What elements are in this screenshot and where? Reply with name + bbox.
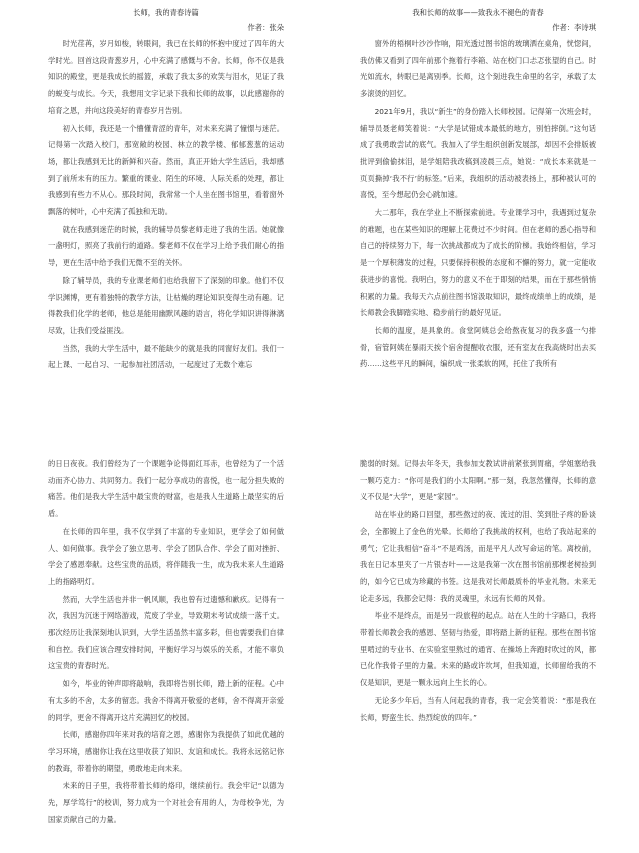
paragraph: 当然，我的大学生活中，最不能缺少的就是我的同窗好友们。我们一起上课、一起自习、一起参加社团活动，一起度过了无数个难忘 xyxy=(48,343,284,370)
paragraph: 的日日夜夜。我们曾经为了一个课题争论得面红耳赤，也曾经为了一个活动而齐心协力、共同努力。我们一起分享成功的喜悦，也一起分担失败的痛苦。他们是我大学生活中最宝贵的财富，也是我人生道路上最坚实的后盾。 xyxy=(48,459,284,519)
paragraph: 2021年9月，我以“新生”的身份踏入长师校园。记得第一次班会时，辅导员聂老师笑着说：“大学是试错成本最低的地方，别怕摔倒。”这句话成了我勇敢尝试的底气。我加入了学生组织创新发展部，却因不会排版被批评到偷偷抹泪，是学姐陪我改稿到凌晨三点，她说：“成长本来就是一页页撕掉‘我不行’的标签。”后来，我组织的活动被表扬上，那种被认可的喜悦，至今想起仍会心跳加速。 xyxy=(360,106,596,200)
paragraph: 除了辅导员，我的专业课老师们也给我留下了深刻的印象。他们不仅学识渊博，更有着独特的教学方法，让枯燥的理论知识变得生动有趣。记得教我们化学的老师，他总是能用幽默风趣的语言，将化学知识讲得淋漓尽致，让我们受益匪浅。 xyxy=(48,275,284,335)
paragraph: 长师，感谢你四年来对我的培育之恩，感谢你为我提供了如此优越的学习环境，感谢你让我在这里收获了知识、友谊和成长。我将永远铭记你的教诲，带着你的期望，勇敢地走向未来。 xyxy=(48,730,284,773)
paragraph: 未来的日子里，我将带着长师的烙印，继续前行。我会牢记“以德为先，厚学笃行”的校训，努力成为一个对社会有用的人，为母校争光，为国家贡献自己的力量。 xyxy=(48,781,284,824)
paragraph: 无论多少年后，当有人问起我的青春，我一定会笑着说：“那是我在长师，野蛮生长、热烈绽放的四年。” xyxy=(360,695,596,722)
paragraph: 然而，大学生活也并非一帆风顺，我也曾有过遗憾和歉疚。记得有一次，我因为沉迷于网络游戏，荒废了学业，导致期末考试成绩一落千丈。那次经历让我深刻地认识到，大学生活虽然丰富多彩，但也需要我们自律和自控。我们应该合理安排时间，平衡好学习与娱乐的关系，才能不辜负这宝贵的青春时光。 xyxy=(48,594,284,671)
paragraph: 毕业不是终点，而是另一段旅程的起点。站在人生的十字路口，我将带着长师教会我的感恩、坚韧与热爱，即将踏上新的征程。那些在图书馆里啃过的专业书、在实验室里熬过的通宵、在操场上奔跑时吹过的风，都已化作我骨子里的力量。未来的路或许坎坷，但我知道，长师留给我的不仅是知识，更是一颗永远向上生长的心。 xyxy=(360,611,596,688)
paragraph: 长师的温度，是具象的。食堂阿姨总会给熬夜复习的我多盛一勺排骨，宿管阿姨在暴雨天挨个宿舍提醒收衣服，还有室友在我高烧时出去买药……这些平凡的瞬间，编织成一张柔软的网，托住了我所有 xyxy=(360,325,596,369)
article-2-title: 我和长师的故事——致我永不褪色的青春 xyxy=(412,8,544,17)
paragraph: 站在毕业的路口回望，那些熬过的夜、流过的泪、笑到肚子疼的卧谈会，全都镀上了金色的光晕。长师给了我挑战的权利，也给了我站起来的勇气；它让我相信“奋斗”不是鸡汤，而是平凡人改写命运的笔。离校前，我在日记本里夹了一片银杏叶——这是我第一次在图书馆前那棵老树捡到的，如今它已成为珍藏的书签。这是我对长师最质朴的毕业礼物。未来无论走多远，我都会记得：我的灵魂里，永远有长师的风骨。 xyxy=(360,510,596,603)
paragraph: 时光荏苒，岁月如梭，转眼间，我已在长师的怀抱中度过了四年的大学时光。回首这段青葱岁月，心中充满了感慨与不舍。长师，你不仅是我知识的殿堂，更是我成长的摇篮，承载了我太多的欢笑与泪水，见证了我的蜕变与成长。今天，我想用文字记录下我和长师的故事，以此感谢你的培育之恩，并向这段美好的青春岁月告别。 xyxy=(48,39,284,115)
article-1-title: 长师，我的青春诗篇 xyxy=(133,8,199,17)
article-2-continued-column xyxy=(360,456,596,727)
paragraph: 如今，毕业的钟声即将敲响，我即将告别长师，踏上新的征程。心中有太多的不舍，太多的留恋。我舍不得离开敬爱的老师，舍不得离开亲爱的同学，更舍不得离开这片充满回忆的校园。 xyxy=(48,679,284,722)
article-1-column xyxy=(48,6,284,375)
article-2-author: 作者：李诗琪 xyxy=(552,23,596,32)
paragraph: 初入长师，我还是一个懵懂青涩的青年，对未来充满了憧憬与迷茫。记得第一次踏入校门，那宽敞的校园、林立的教学楼、郁郁葱葱的运动场，都让我感到无比的新鲜和兴奋。然而，真正开始大学生活后，我却感到了前所未有的压力。繁重的课业、陌生的环境、人际关系的处理，都让我感到有些力不从心。那段时间，我常常一个人坐在图书馆里，看着窗外飘落的树叶，心中充满了孤独和无助。 xyxy=(48,123,284,217)
paragraph: 在长师的四年里，我不仅学到了丰富的专业知识，更学会了如何做人、如何做事。我学会了独立思考、学会了团队合作、学会了面对挫折、学会了感恩奉献。这些宝贵的品质，将伴随我一生，成为我未来人生道路上的指路明灯。 xyxy=(48,526,284,586)
paragraph: 就在我感到迷茫的时候，我的辅导员黎老师走进了我的生活。她就像一盏明灯，照亮了我前行的道路。黎老师不仅在学习上给予我们耐心的指导，更在生活中给予我们无微不至的关怀。 xyxy=(48,224,284,268)
article-1-author: 作者：张朵 xyxy=(247,23,284,32)
paragraph: 脆弱的时刻。记得去年冬天，我参加支教试讲前紧张到胃痛，学姐塞给我一颗巧克力：“你可是我们的小太阳啊。”那一刻，我忽然懂得，长师的意义不仅是“大学”，更是“家园”。 xyxy=(360,459,596,502)
paragraph: 大二那年，我在学业上不断探索前进。专业课学习中，我遇到过复杂的难题，也在某些知识的理解上花费过不少时间。但在老师的悉心指导和自己的持续努力下，每一次挑战都成为了成长的阶梯。我始终相信，学习是一个厚积薄发的过程，只要保持积极的态度和不懈的努力，就一定能收获进步的喜悦。我明白，努力的意义不在于即刻的结果，而在于那些悄悄积累的力量。我每天六点前往图书馆汲取知识，最终成绩单上的成绩，是长师教会我脚踏实地、稳步前行的最好见证。 xyxy=(360,208,596,318)
paragraph: 窗外的梧桐叶沙沙作响，阳光透过图书馆的玻璃洒在桌角，恍惚间，我仿佛又看到了四年前那个拖着行李箱、站在校门口忐忑张望的自己。时光如流水，转眼已是离别季。长师，这个刻进我生命里的名字，承载了太多滚烫的回忆。 xyxy=(360,39,596,99)
article-2-column xyxy=(360,6,596,374)
article-1-continued-column xyxy=(48,456,284,829)
